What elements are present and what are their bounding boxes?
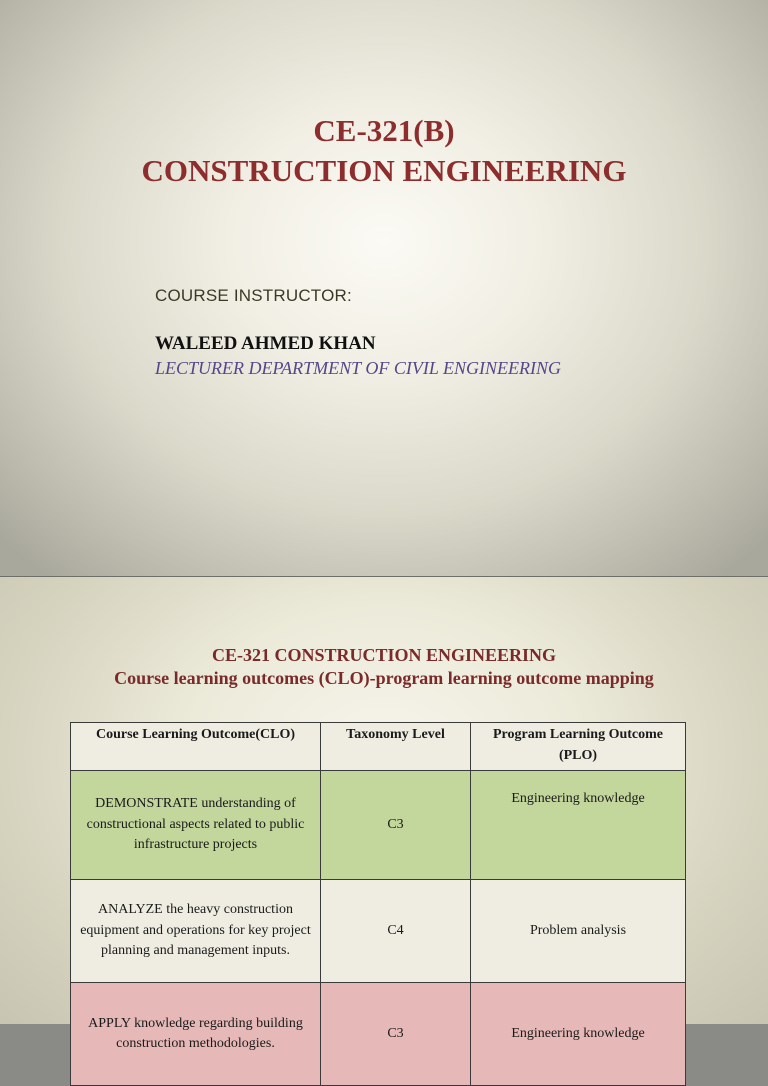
instructor-label: COURSE INSTRUCTOR: [155,286,352,305]
instructor-role: LECTURER DEPARTMENT OF CIVIL ENGINEERING [155,358,562,378]
clo-plo-table [70,722,686,1086]
table-row [71,771,686,880]
clo-cell: ANALYZE the heavy construction equipment and operations for key project planning and management inputs. [71,880,321,983]
header-taxonomy: Taxonomy Level [321,723,471,771]
plo-cell: Engineering knowledge [471,771,686,880]
header-plo: Program Learning Outcome (PLO) [471,723,686,771]
clo-cell: APPLY knowledge regarding building construction methodologies. [71,983,321,1086]
course-name-title: CONSTRUCTION ENGINEERING [141,153,627,188]
header-clo: Course Learning Outcome(CLO) [71,723,321,771]
course-code-title: CE-321(B) [313,113,455,148]
table-row [71,983,686,1086]
table-row [71,880,686,983]
slide2-subtitle: Course learning outcomes (CLO)-program learning outcome mapping [114,668,654,688]
table-header-row [71,723,686,771]
clo-cell: DEMONSTRATE understanding of constructional aspects related to public infrastructure projects [71,771,321,880]
instructor-name: WALEED AHMED KHAN [155,333,376,354]
slide2-title: CE-321 CONSTRUCTION ENGINEERING [211,645,557,665]
taxonomy-cell: C4 [321,880,471,983]
taxonomy-cell: C3 [321,983,471,1086]
plo-cell: Engineering knowledge [471,983,686,1086]
taxonomy-cell: C3 [321,771,471,880]
plo-cell: Problem analysis [471,880,686,983]
